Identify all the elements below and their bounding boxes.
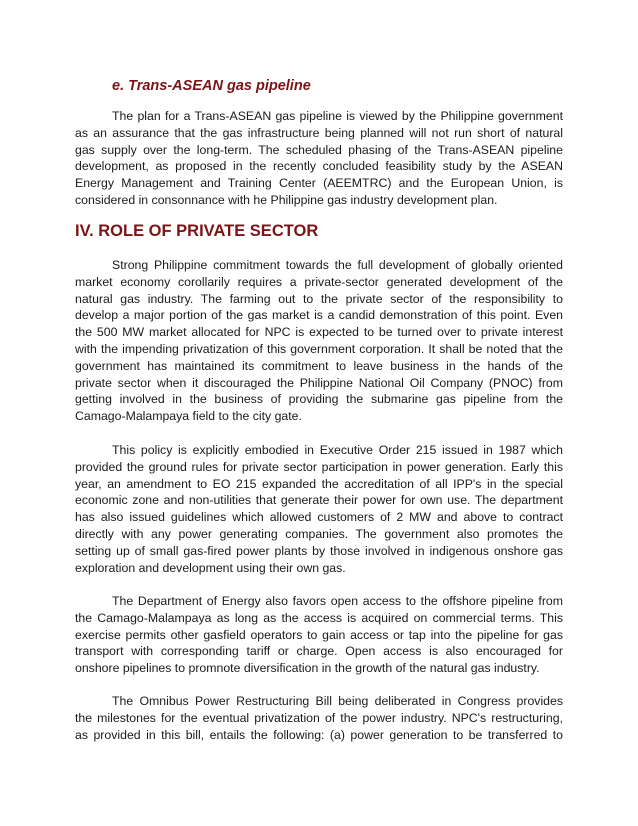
text-line: The Department of Energy also favors open access to the offshore pipeline from xyxy=(112,594,563,608)
text-line: getting involved in the business of providing the submarine gas pipeline from the xyxy=(75,392,563,407)
text-line: exploration and development using their own gas. xyxy=(75,560,346,575)
text-line: year, an amendment to EO 215 expanded the accreditation of all IPP's in the special xyxy=(75,476,563,491)
text-line: develop a major portion of the gas market is a candid demonstration of this point. Even xyxy=(75,308,563,323)
paragraph-trans-asean xyxy=(75,108,563,209)
paragraph-commitment xyxy=(75,257,563,425)
text-line: exercise permits other gasfield operators to gain access or tap into the pipeline for gas xyxy=(75,627,563,642)
text-line: The plan for a Trans-ASEAN gas pipeline is viewed by the Philippine government xyxy=(112,109,563,123)
text-line: the 500 MW market allocated for NPC is expected to be turned over to private interest xyxy=(75,325,563,340)
text-line: directly with any power generating companies. The government also promotes the xyxy=(75,526,563,541)
text-line: as provided in this bill, entails the following: (a) power generation to be transferred to xyxy=(75,727,563,742)
text-line: transport with corresponding tariff or charge. Open access is also encouraged for xyxy=(75,644,563,659)
text-line: The Omnibus Power Restructuring Bill being deliberated in Congress provides xyxy=(112,694,563,708)
text-line: the Camago-Malampaya as long as the access is acquired on commercial terms. This xyxy=(75,610,563,625)
paragraph-open-access xyxy=(75,593,563,677)
paragraph-omnibus-bill xyxy=(75,693,563,743)
text-line: the milestones for the eventual privatization of the power industry. NPC's restructuring, xyxy=(75,710,563,725)
section-heading-trans-asean: e. Trans-ASEAN gas pipeline xyxy=(112,78,311,94)
text-line: setting up of small gas-fired power plants by those involved in indigenous onshore gas xyxy=(75,543,563,558)
text-line: market economy corollarily requires a private-sector generated development of the xyxy=(75,274,563,289)
text-line: as an assurance that the gas infrastructure being planned will not run short of natural xyxy=(75,125,563,140)
text-line: has also issued guidelines which allowed customers of 2 MW and above to contract xyxy=(75,510,563,525)
text-line: This policy is explicitly embodied in Executive Order 215 issued in 1987 which xyxy=(112,443,563,457)
section-heading-role-of-private-sector: IV. ROLE OF PRIVATE SECTOR xyxy=(75,222,319,240)
text-line: gas supply over the long-term. The scheduled phasing of the Trans-ASEAN pipeline xyxy=(75,142,563,157)
text-line: Camago-Malampaya field to the city gate. xyxy=(75,409,302,424)
paragraph-executive-order xyxy=(75,442,563,576)
text-line: development, as proposed in the recently concluded feasibility study by the ASEAN xyxy=(75,159,563,174)
text-line: Strong Philippine commitment towards the full development of globally oriented xyxy=(112,258,563,272)
text-line: natural gas industry. The farming out to the private sector of the responsibility to xyxy=(75,291,563,306)
text-line: private sector when it discouraged the Philippine National Oil Company (PNOC) from xyxy=(75,375,563,390)
text-line: provided the ground rules for private sector participation in power generation. Early this xyxy=(75,459,563,474)
text-line: with the impending privatization of this government corporation. It shall be noted that the xyxy=(75,341,563,356)
text-line: considered in consonnance with he Philippine gas industry development plan. xyxy=(75,192,498,207)
text-line: Energy Management and Training Center (AEEMTRC) and the European Union, is xyxy=(75,176,563,191)
text-line: economic zone and non-utilities that generate their power for own use. The department xyxy=(75,493,563,508)
text-line: onshore pipelines to promnote diversification in the growth of the natural gas industry. xyxy=(75,661,540,676)
text-line: government has maintained its commitment to leave business in the hands of the xyxy=(75,358,563,373)
